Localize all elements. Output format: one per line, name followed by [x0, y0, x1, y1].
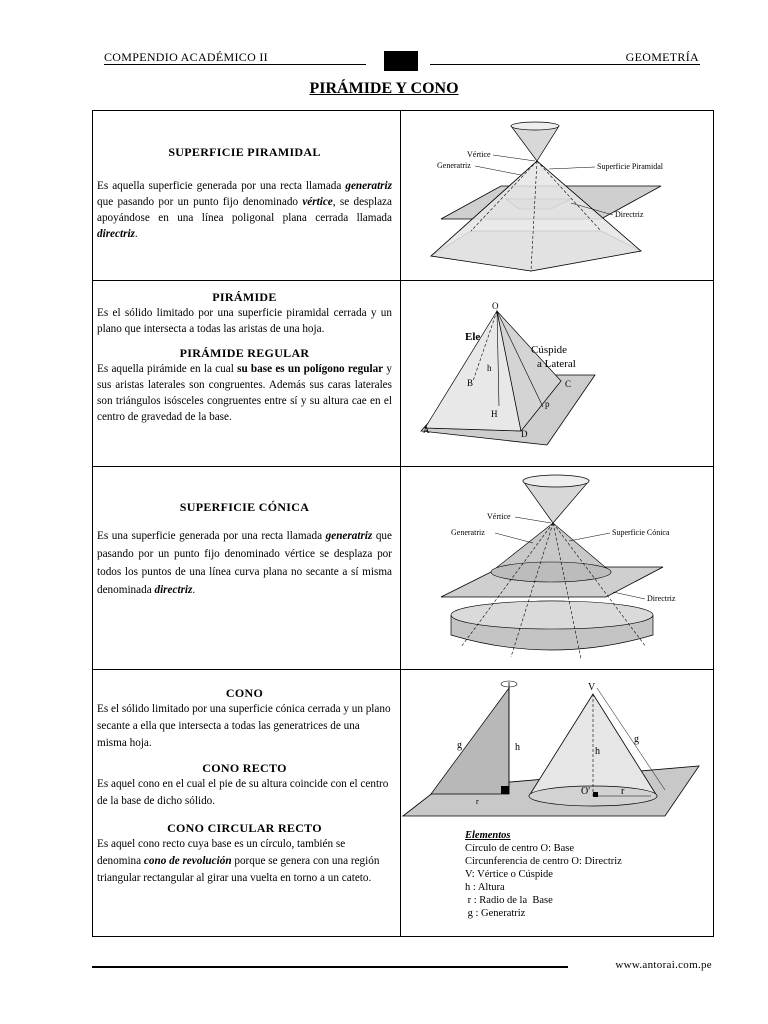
elementos-item: Círculo de centro O: Base: [465, 843, 575, 854]
figure-superficie-conica: [401, 467, 713, 668]
label-B: B: [467, 378, 474, 388]
label-directriz: Directriz: [615, 210, 644, 219]
section-cono: [97, 685, 392, 887]
section-title: SUPERFICIE PIRAMIDAL: [168, 145, 321, 159]
footer-rule: [92, 966, 568, 968]
lower-ellipse: [451, 601, 653, 629]
figure-cono: [401, 670, 713, 822]
label-h-left: h: [515, 742, 520, 753]
upper-pyramid: [511, 126, 559, 161]
section-text: Es el sólido limitado por una superficie piramidal cerrada y un plano que intersecta a todas las aristas de una hoja.: [97, 307, 392, 335]
label-h: h: [487, 363, 492, 373]
leader-vertice: [493, 155, 535, 161]
label-V: V: [588, 682, 596, 693]
label-lateral: a Lateral: [537, 358, 576, 370]
label-r-right: r: [621, 786, 625, 797]
right-triangle: [431, 688, 509, 794]
section-title: CONO: [225, 686, 264, 700]
elementos-title: Elementos: [465, 830, 511, 841]
upper-base: [523, 475, 589, 487]
label-C: C: [565, 379, 572, 389]
section-text: Es aquella superficie generada por una recta llamada generatriz que pasando por un punto fijo denominado vértice, se desplaza apoyándose en una línea poligonal plana cerrada llamada directriz.: [97, 180, 392, 240]
label-r-left: r: [476, 797, 479, 806]
elementos-item: g : Generatriz: [465, 908, 526, 919]
label-generatriz: Generatriz: [437, 161, 471, 170]
section-text: Es el sólido limitado por una superficie cónica cerrada y un plano secante a ella que intersecta a todas las generatrices de una misma hoja.: [97, 703, 391, 749]
section-superficie-piramidal: [97, 144, 392, 242]
label-g-right: g: [634, 734, 639, 745]
leader-superficie: [569, 533, 610, 541]
section-title: CONO CIRCULAR RECTO: [167, 821, 322, 835]
label-D: D: [521, 429, 528, 439]
section-title: SUPERFICIE CÓNICA: [179, 500, 310, 514]
leader-directriz: [613, 592, 645, 599]
section-title: CONO RECTO: [202, 761, 287, 775]
section-piramide: [97, 289, 392, 425]
elementos-list: [465, 829, 622, 920]
section-text: Es una superficie generada por una recta llamada generatriz que pasando por un punto fijo denominado vértice se desplaza por todos los puntos de una línea curva plana no secante a sí misma denominada directriz.: [97, 530, 392, 596]
section-title: PIRÁMIDE: [212, 290, 277, 304]
label-generatriz: Generatriz: [451, 528, 485, 537]
elementos-item: h : Altura: [465, 882, 505, 893]
label-vertice: Vértice: [467, 150, 491, 159]
figure-superficie-piramidal: [401, 111, 713, 279]
upper-base: [511, 122, 559, 130]
label-h-right: h: [595, 746, 600, 757]
right-angle-mark: [501, 786, 509, 794]
leader-superficie: [549, 167, 595, 169]
center-mark: [593, 792, 598, 797]
label-elementos-partial: Ele: [465, 331, 481, 343]
label-cuspide: Cúspide: [531, 344, 568, 356]
elementos-item: r : Radio de la Base: [465, 895, 553, 906]
leader-generatriz: [475, 166, 521, 175]
elementos-item: V: Vértice o Cúspide: [465, 869, 553, 880]
section-superficie-conica: [97, 499, 392, 599]
label-O: O: [492, 301, 499, 311]
label-superficie: Superficie Piramidal: [597, 162, 663, 171]
section-title: PIRÁMIDE REGULAR: [179, 346, 310, 360]
label-A: A: [423, 425, 430, 435]
label-O: O': [581, 786, 591, 797]
header-left: COMPENDIO ACADÉMICO II: [104, 50, 268, 64]
label-p: p: [545, 399, 550, 409]
header-underline-left: [104, 64, 366, 65]
footer-url: www.antorai.com.pe: [615, 959, 712, 971]
elementos-item: Circunferencia de centro O: Directriz: [465, 856, 622, 867]
header-right: GEOMETRÍA: [625, 50, 699, 64]
figure-piramide: [401, 281, 713, 465]
section-text: Es aquella pirámide en la cual su base es un polígono regular y sus aristas laterales son congruentes. Además sus caras laterales son triángulos isósceles congruentes entre sí y su altura cae en el centro de gravedad de la base.: [97, 363, 392, 423]
label-superficie: Superficie Cónica: [612, 528, 670, 537]
label-directriz: Directriz: [647, 594, 676, 603]
section-text: Es aquel cono recto cuya base es un círculo, también se denomina cono de revolución porque se genera con una región triangular rectangular al girar una vuelta en torno a un cateto.: [97, 838, 380, 884]
leader-generatriz: [495, 533, 533, 543]
label-vertice: Vértice: [487, 512, 511, 521]
section: [491, 562, 611, 582]
section-text: Es aquel cono en el cual el pie de su altura coincide con el centro de la base de dicho sólido.: [97, 778, 389, 807]
page-number-box: [384, 51, 418, 71]
leader-vertice: [515, 517, 551, 523]
page-title: PIRÁMIDE Y CONO: [309, 80, 459, 97]
label-H: H: [491, 409, 498, 419]
label-g-left: g: [457, 740, 462, 751]
